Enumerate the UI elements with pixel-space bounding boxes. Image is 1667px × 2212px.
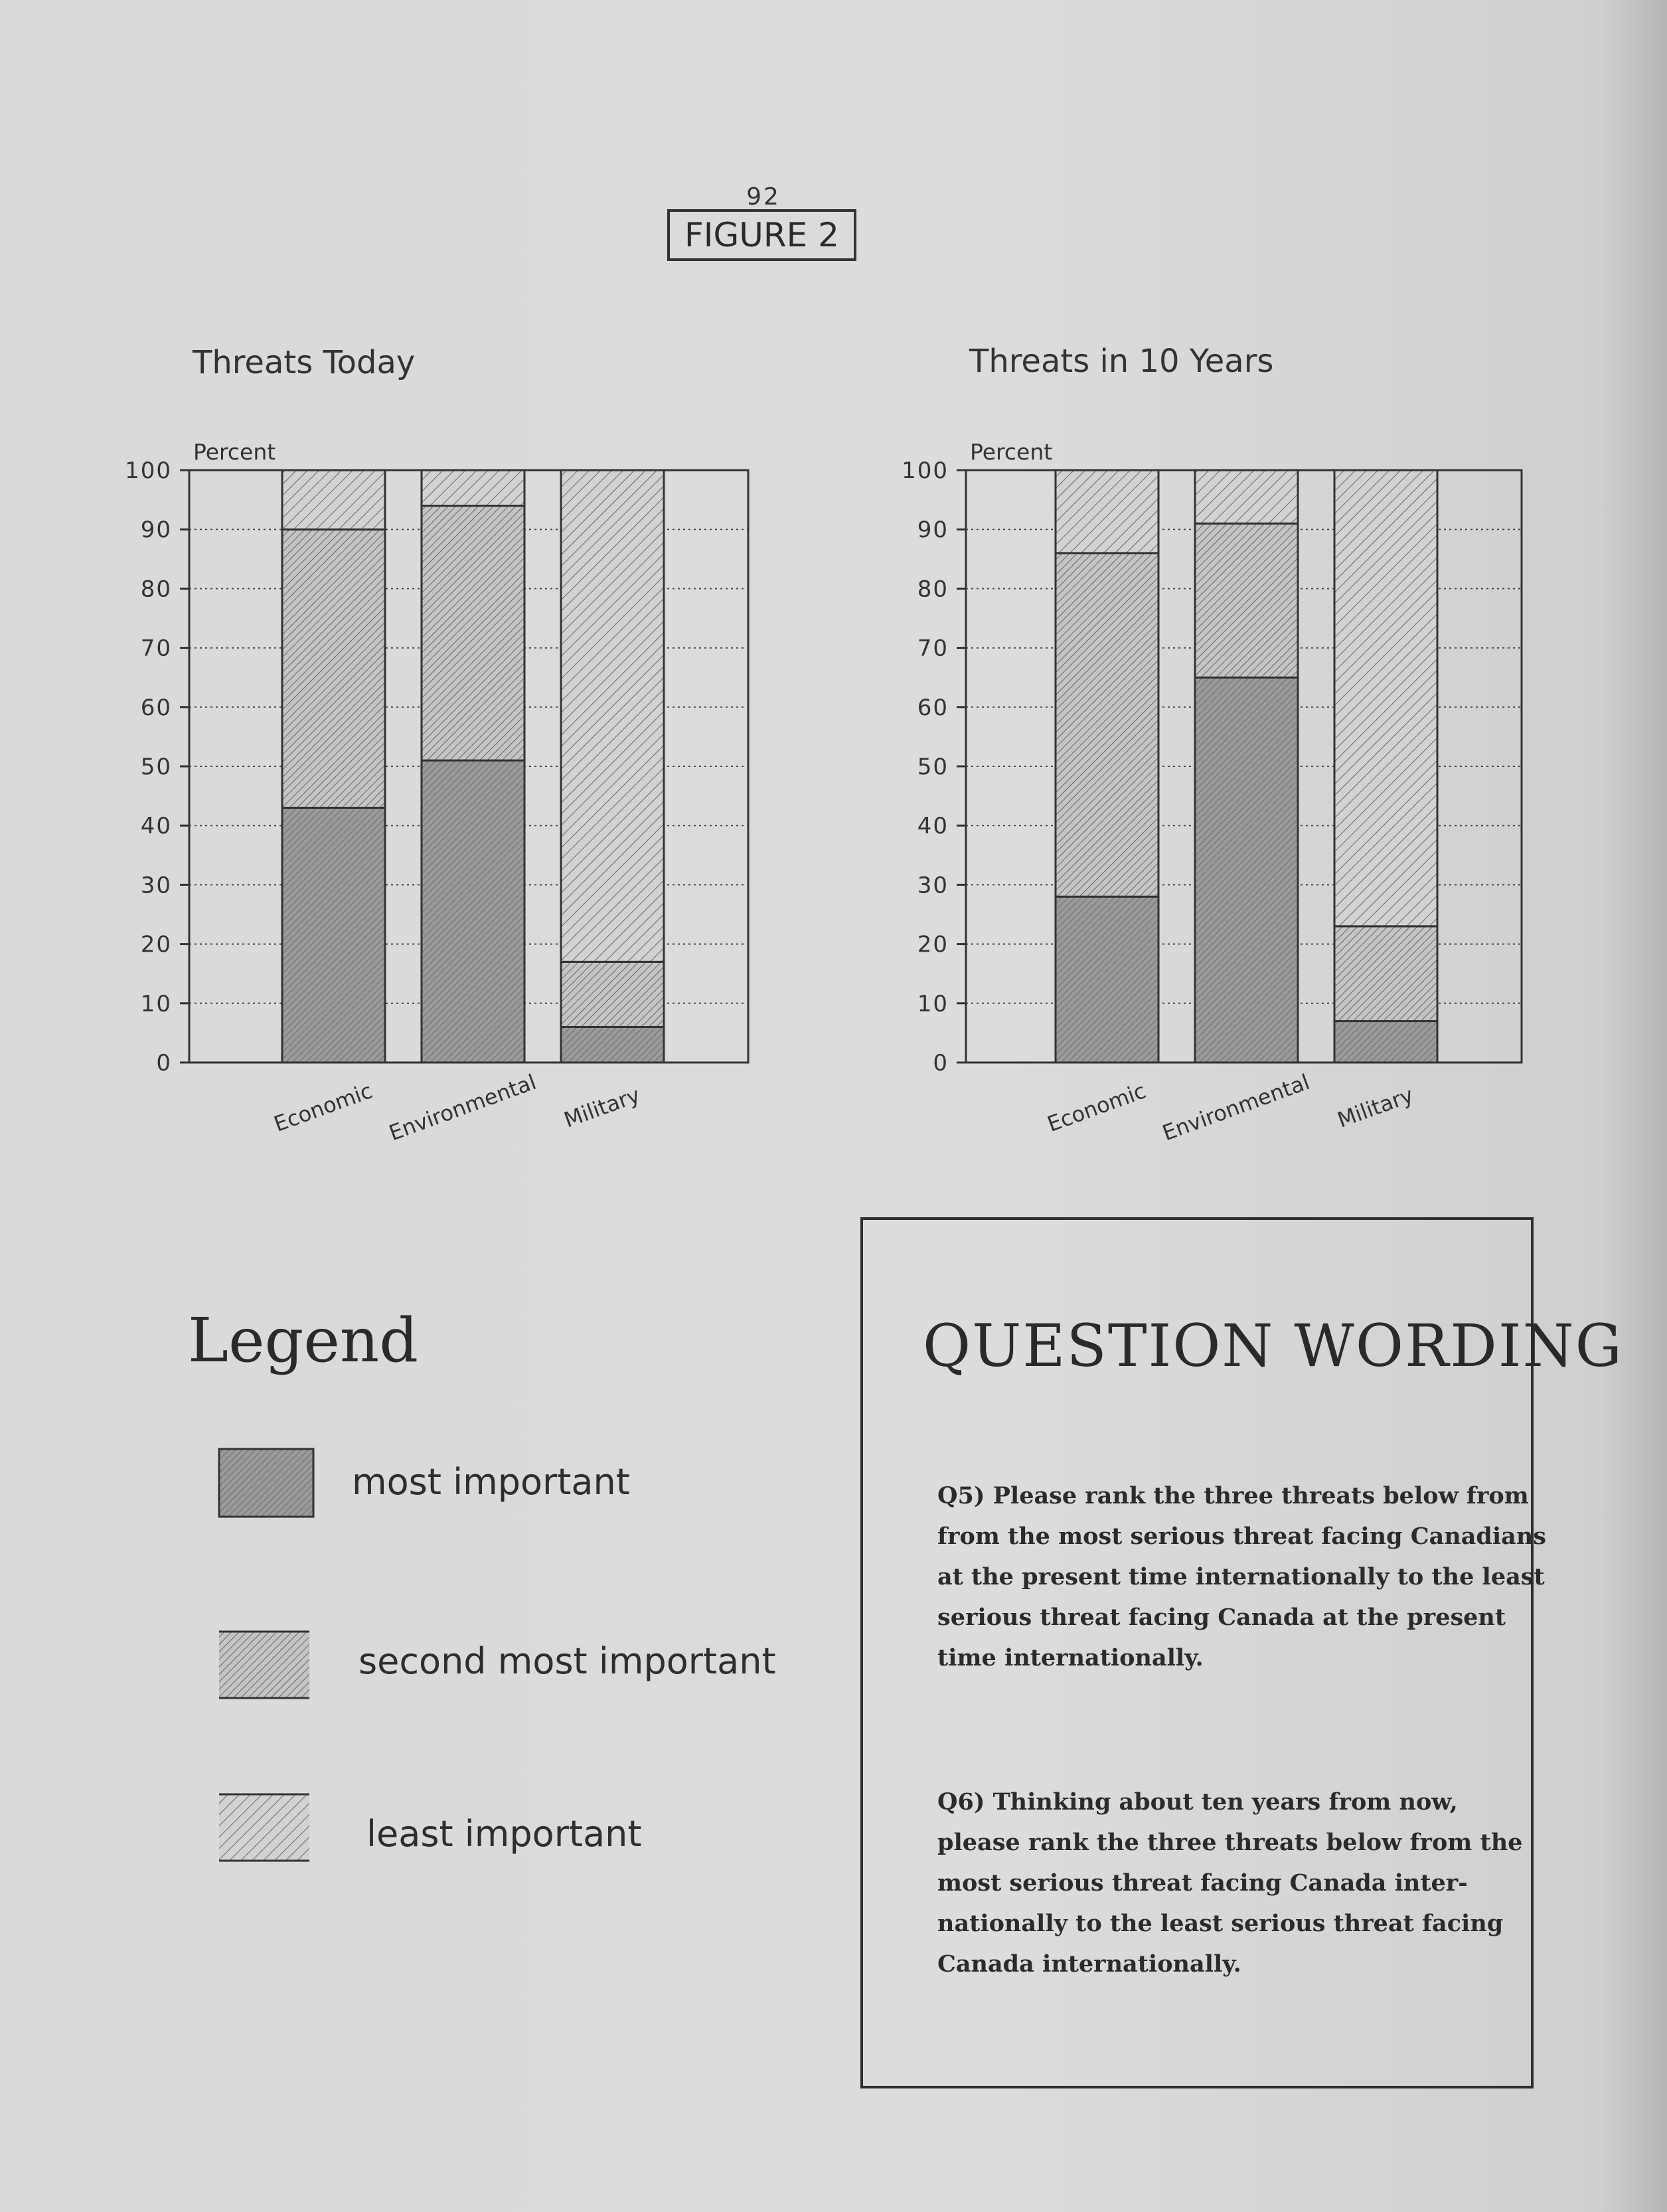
y-tick-label: 50 [140, 754, 172, 780]
q6-line: most serious threat facing Canada inter- [937, 1869, 1468, 1897]
x-category-label: Economic [1044, 1078, 1150, 1138]
y-tick-label: 80 [140, 576, 172, 603]
bar-military-least-important [561, 470, 664, 962]
q6-line: Canada internationally. [937, 1950, 1241, 1978]
q5-line: Q5) Please rank the three threats below from [937, 1482, 1529, 1509]
q5-line: time internationally. [937, 1644, 1204, 1671]
chart-title-today: Threats Today [193, 344, 416, 381]
legend-label-second-most-important: second most important [358, 1640, 776, 1682]
question-q6 [937, 1782, 1522, 1984]
q5-line: serious threat facing Canada at the present [937, 1604, 1506, 1631]
question-q5 [937, 1476, 1546, 1678]
y-tick-label: 10 [917, 990, 949, 1017]
x-category-label: Military [560, 1082, 643, 1133]
y-tick-label: 30 [140, 872, 172, 899]
y-tick-label: 10 [140, 990, 172, 1017]
chart-title-10-years: Threats in 10 Years [969, 343, 1274, 380]
bar-military-second-most-important [1334, 926, 1437, 1021]
y-tick-label: 80 [917, 576, 949, 603]
page-number: 92 [746, 183, 781, 211]
bar-environmental-least-important [422, 470, 524, 506]
q6-line: nationally to the least serious threat facing [937, 1910, 1504, 1937]
y-tick-label: 70 [917, 635, 949, 662]
y-tick-label: 100 [125, 458, 172, 484]
y-tick-label: 20 [917, 931, 949, 958]
y-tick-label: 100 [902, 458, 949, 484]
legend-label-most-important: most important [352, 1461, 630, 1503]
bar-environmental-least-important [1195, 470, 1298, 523]
legend-swatch-least-important [218, 1793, 317, 1866]
q5-line: at the present time internationally to the least [937, 1563, 1545, 1590]
bar-military-least-important [1334, 470, 1437, 926]
y-tick-label: 0 [156, 1050, 172, 1076]
bar-military-second-most-important [561, 962, 664, 1027]
x-category-label: Environmental [385, 1068, 540, 1146]
bar-economic-most-important [282, 808, 385, 1063]
bar-environmental-most-important [422, 760, 524, 1063]
bar-environmental-most-important [1195, 677, 1298, 1063]
y-tick-label: 0 [933, 1050, 949, 1076]
x-category-label: Military [1334, 1082, 1417, 1133]
x-category-label: Economic [270, 1078, 376, 1138]
y-tick-label: 90 [140, 517, 172, 544]
q5-line: from the most serious threat facing Canadians [937, 1523, 1547, 1550]
bar-economic-second-most-important [1056, 553, 1158, 896]
y-axis-label: Percent [193, 439, 276, 465]
legend-label-least-important: least important [366, 1813, 642, 1855]
question-wording-title: QUESTION WORDING [923, 1312, 1623, 1380]
bar-environmental-second-most-important [1195, 523, 1298, 677]
bar-economic-least-important [282, 470, 385, 529]
bar-military-most-important [1334, 1021, 1437, 1063]
chart-threats-today [125, 439, 748, 1146]
y-tick-label: 70 [140, 635, 172, 662]
x-category-label: Environmental [1158, 1068, 1313, 1146]
bar-military-most-important [561, 1027, 664, 1063]
bar-economic-second-most-important [282, 529, 385, 808]
legend-title: Legend [188, 1305, 419, 1376]
q6-line: please rank the three threats below from the [937, 1829, 1523, 1856]
y-axis-label: Percent [970, 439, 1053, 465]
bar-economic-least-important [1056, 470, 1158, 553]
y-tick-label: 30 [917, 872, 949, 899]
y-tick-label: 90 [917, 517, 949, 544]
legend-swatch-second-most-important [218, 1630, 317, 1703]
y-tick-label: 40 [917, 813, 949, 840]
legend-swatch-most-important [218, 1448, 317, 1521]
bar-environmental-second-most-important [422, 506, 524, 761]
bar-economic-most-important [1056, 896, 1158, 1063]
y-tick-label: 40 [140, 813, 172, 840]
y-tick-label: 60 [140, 694, 172, 721]
y-tick-label: 50 [917, 754, 949, 780]
q6-line: Q6) Thinking about ten years from now, [937, 1788, 1458, 1816]
y-tick-label: 60 [917, 694, 949, 721]
figure-label: FIGURE 2 [667, 209, 856, 261]
chart-threats-in-10-years [902, 439, 1522, 1146]
y-tick-label: 20 [140, 931, 172, 958]
